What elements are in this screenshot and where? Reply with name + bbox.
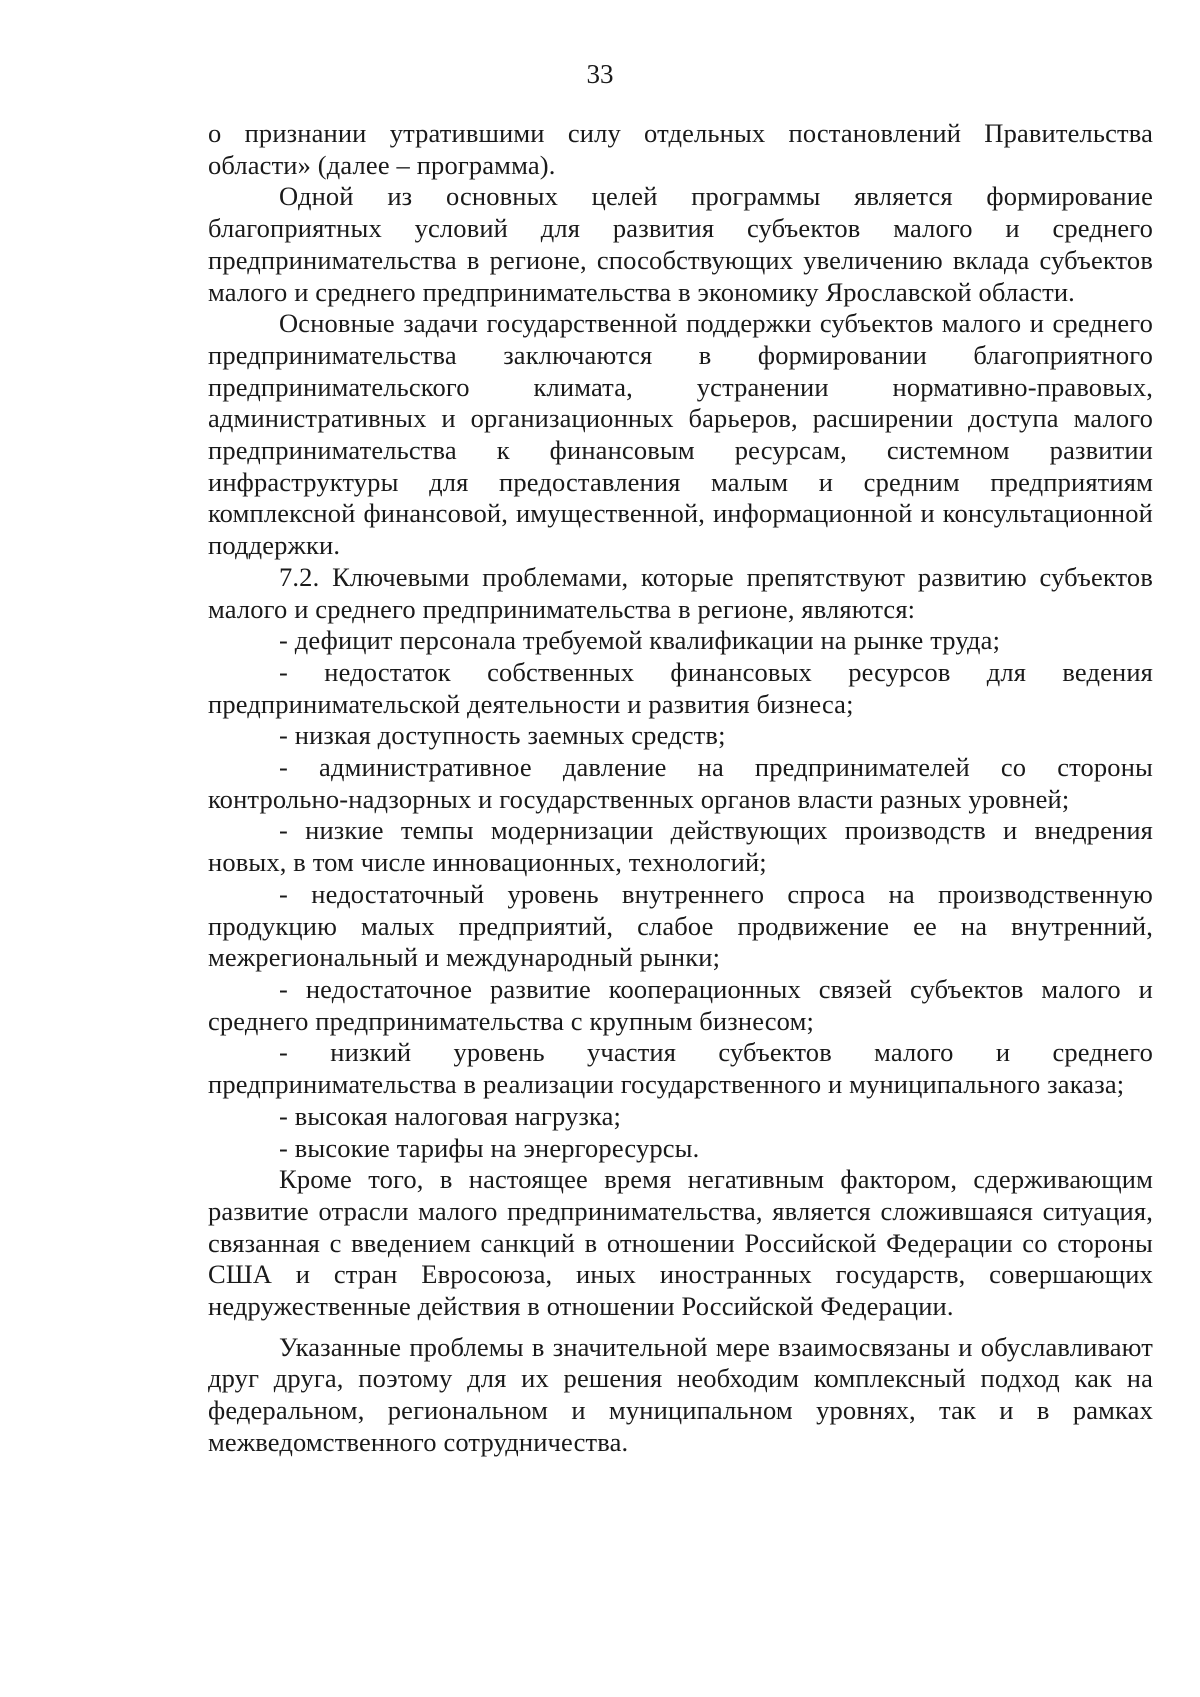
- list-item-4: - административное давление на предпринимателей со стороны контрольно-надзорных и государственных органов власти разных уровней;: [208, 752, 1153, 814]
- paragraph-1: о признании утратившими силу отдельных постановлений Правительства области» (далее – программа).: [208, 118, 1153, 180]
- list-item-1: - дефицит персонала требуемой квалификации на рынке труда;: [279, 625, 1001, 656]
- paragraph-6: Указанные проблемы в значительной мере взаимосвязаны и обуславливают друг друга, поэтому для их решения необходим комплексный подход как на федеральном, региональном и муниципальном уровнях, так и в рамках межведомственного сотрудничества.: [208, 1331, 1153, 1457]
- paragraph-2: Одной из основных целей программы является формирование благоприятных условий для развития субъектов малого и среднего предпринимательства в регионе, способствующих увеличению вклада субъектов малого и среднего предпринимательства в экономику Ярославской области.: [208, 181, 1153, 307]
- list-item-9: - высокая налоговая нагрузка;: [279, 1100, 622, 1131]
- list-item-8: - низкий уровень участия субъектов малого и среднего предпринимательства в реализации государственного и муниципального заказа;: [208, 1037, 1153, 1100]
- document-body: [208, 118, 1153, 1459]
- page-number: 33: [586, 59, 614, 89]
- paragraph-4: 7.2. Ключевыми проблемами, которые препятствуют развитию субъектов малого и среднего предпринимательства в регионе, являются:: [208, 561, 1153, 624]
- paragraph-5: Кроме того, в настоящее время негативным фактором, сдерживающим развитие отрасли малого предпринимательства, является сложившаяся ситуация, связанная с введением санкций в отношении Российской Федерации со стороны США и стран Евросоюза, иных иностранных государств, совершающих недружественные действия в отношении Российской Федерации.: [208, 1164, 1153, 1322]
- list-item-2: - недостаток собственных финансовых ресурсов для ведения предпринимательской деятельности и развития бизнеса;: [208, 656, 1153, 719]
- list-item-10: - высокие тарифы на энергоресурсы.: [279, 1132, 700, 1163]
- list-item-3: - низкая доступность заемных средств;: [279, 720, 726, 751]
- paragraph-3: Основные задачи государственной поддержки субъектов малого и среднего предпринимательства заключаются в формировании благоприятного предпринимательского климата, устранении нормативно-правовых, административных и организационных барьеров, расширении доступа малого предпринимательства к финансовым ресурсам, системном развитии инфраструктуры для предоставления малым и средним предприятиям комплексной финансовой, имущественной, информационной и консультационной поддержки.: [208, 308, 1153, 561]
- list-item-5: - низкие темпы модернизации действующих производств и внедрения новых, в том числе инновационных, технологий;: [208, 815, 1153, 878]
- list-item-7: - недостаточное развитие кооперационных связей субъектов малого и среднего предпринимательства с крупным бизнесом;: [208, 973, 1153, 1036]
- list-item-6: - недостаточный уровень внутреннего спроса на производственную продукцию малых предприятий, слабое продвижение ее на внутренний, межрегиональный и международный рынки;: [208, 878, 1153, 973]
